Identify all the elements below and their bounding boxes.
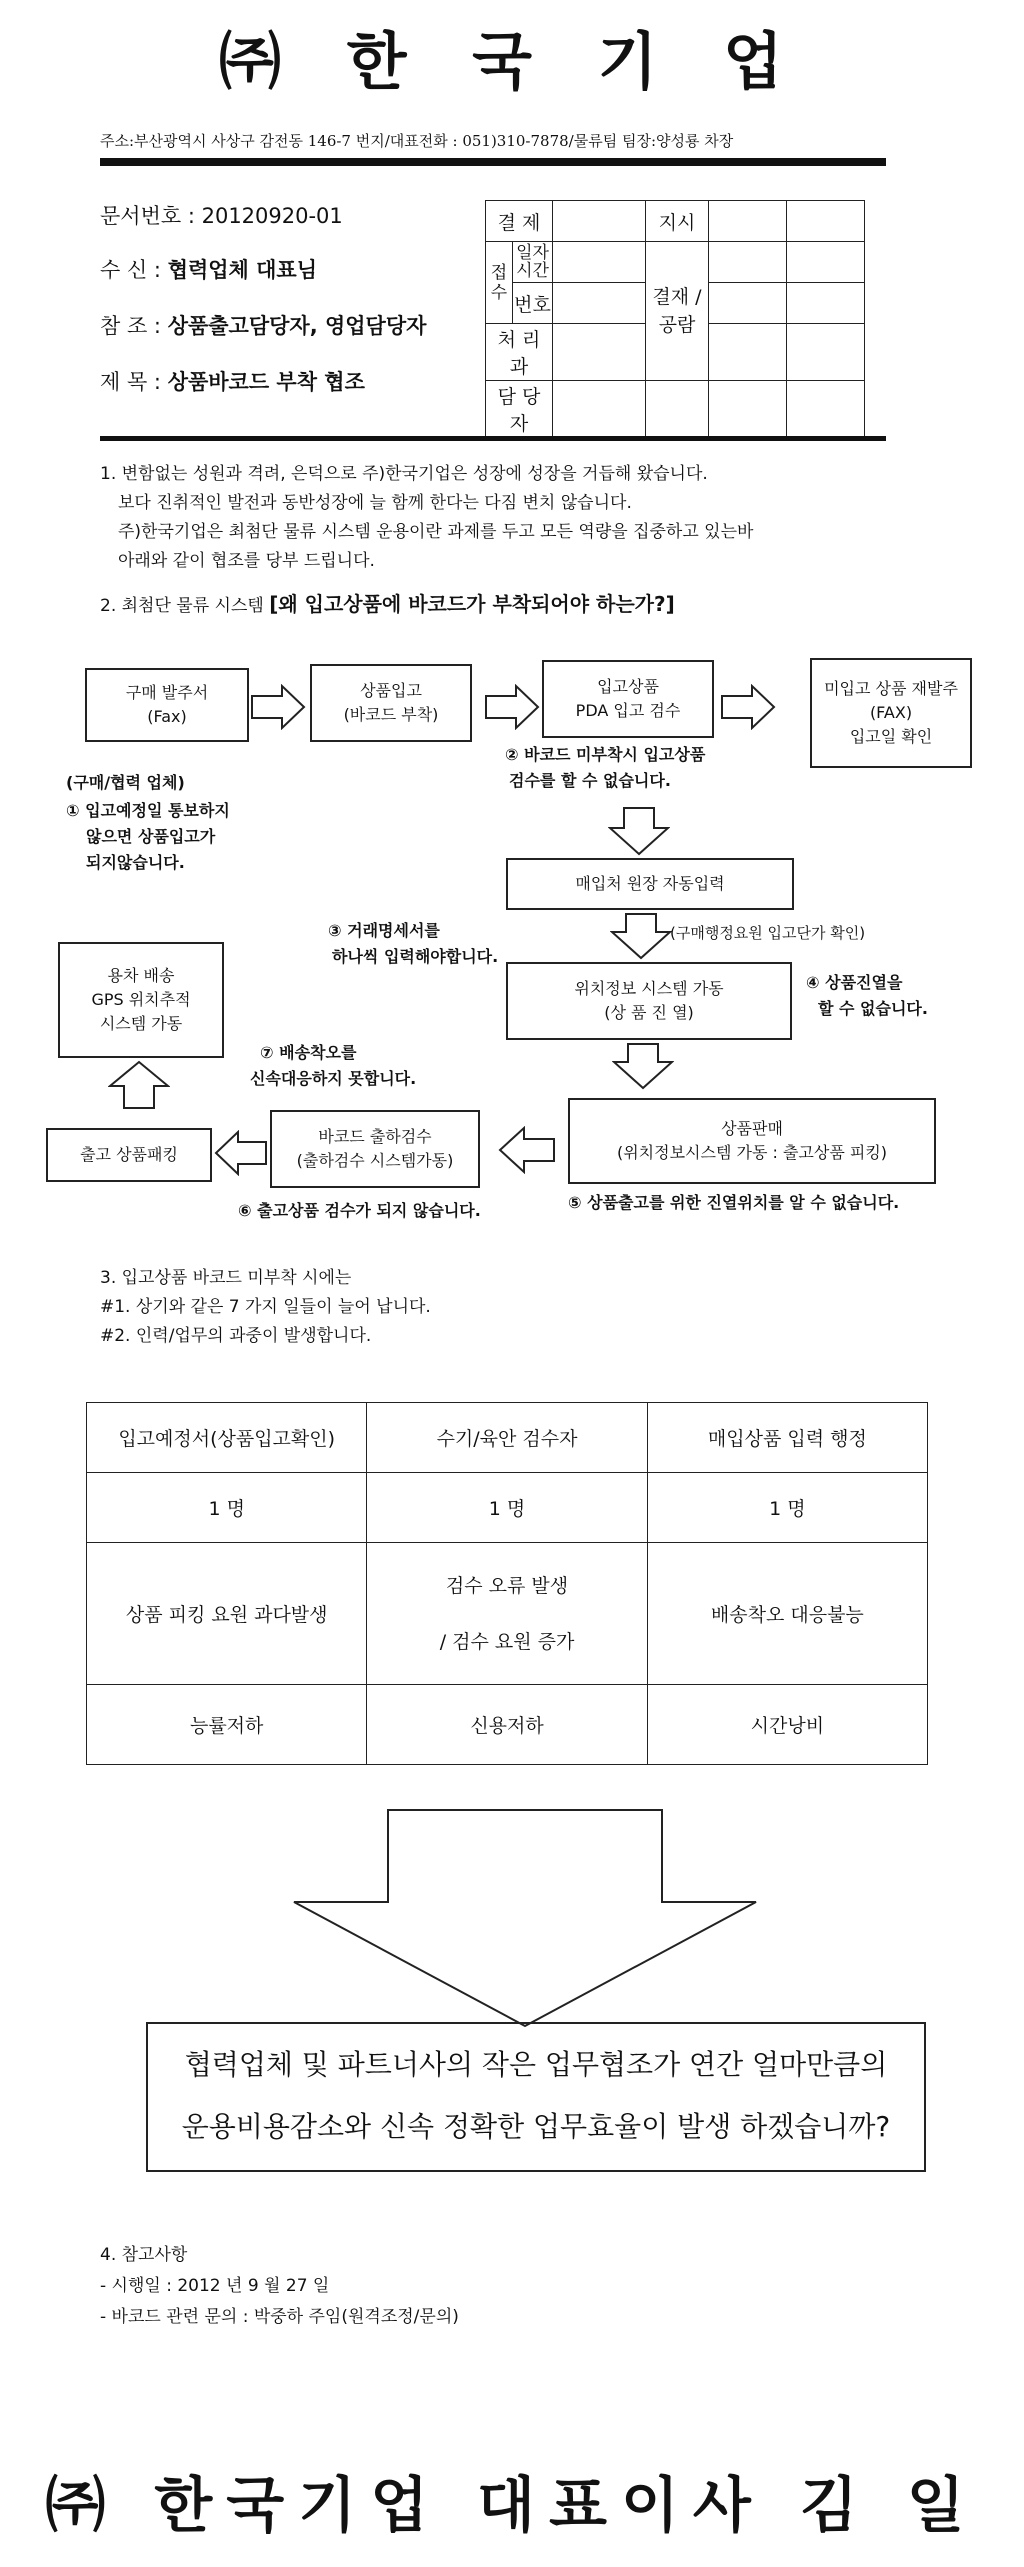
delivery-line2: GPS 위치추적 — [91, 990, 191, 1009]
note-3-line2: 하나씩 입력해야합니다. — [332, 947, 499, 966]
paragraph-1-line-3: 주)한국기업은 최첨단 물류 시스템 운용이란 과제를 두고 모든 역량을 집중하고 있는바 — [118, 522, 754, 542]
impact-issue-3: 배송착오 대응불능 — [647, 1543, 927, 1685]
location-system-line1: 위치정보 시스템 가동 — [574, 979, 724, 998]
section-4-title: 4. 참고사항 — [100, 2245, 188, 2265]
subject — [100, 366, 365, 396]
approval-damdangja: 담 당 자 — [486, 381, 553, 438]
section-3-line3: #2. 인력/업무의 과중이 발생합니다. — [100, 1326, 372, 1346]
impact-issue-2-line2: / 검수 요원 증가 — [439, 1630, 575, 1653]
impact-count-2: 1 명 — [367, 1473, 647, 1543]
impact-result-2: 신용저하 — [367, 1685, 647, 1765]
meta-divider — [100, 436, 886, 441]
big-down-arrow — [290, 1808, 760, 2030]
packing-box — [46, 1128, 212, 1182]
impact-header-3: 매입상품 입력 행정 — [647, 1403, 927, 1473]
note-4-line2: 할 수 없습니다. — [818, 999, 928, 1018]
shipping-check-line2: (출하검수 시스템가동) — [296, 1151, 454, 1170]
section-2-prefix: 2. 최첨단 물류 시스템 — [100, 596, 264, 616]
subject-label: 제 목 : — [100, 370, 161, 394]
section-4 — [100, 2240, 459, 2333]
delivery-line3: 시스템 가동 — [99, 1014, 183, 1033]
arrow-up — [108, 1060, 170, 1110]
arrow-down-1 — [608, 806, 670, 856]
arrow-left-2 — [214, 1130, 268, 1176]
approval-gongram: 결재 / 공람 — [646, 242, 709, 381]
impact-issue-2-line1: 검수 오류 발생 — [445, 1574, 569, 1597]
pda-inspection-line1: 입고상품 — [597, 677, 659, 696]
note-7-line1: ⑦ 배송착오를 — [260, 1043, 357, 1062]
note-5: ⑤ 상품출고를 위한 진열위치를 알 수 없습니다. — [568, 1193, 900, 1212]
impact-count-1: 1 명 — [87, 1473, 367, 1543]
pda-inspection-box — [542, 660, 714, 738]
shipping-check-box — [270, 1110, 480, 1188]
impact-issue-1: 상품 피킹 요원 과다발생 — [87, 1543, 367, 1685]
section-2-question: [왜 입고상품에 바코드가 부착되어야 하는가?] — [269, 592, 675, 616]
paragraph-1-line-1: 1. 변함없는 성원과 격려, 은덕으로 주)한국기업은 성장에 성장을 거듭해 왔습니다. — [100, 464, 708, 484]
goods-receipt-box — [310, 664, 472, 742]
pda-inspection-line2: PDA 입고 검수 — [575, 701, 681, 720]
note-7-line2: 신속대응하지 못합니다. — [250, 1069, 417, 1088]
note-1-line2: 않으면 상품입고가 — [86, 827, 216, 846]
section-3-line2: #1. 상기와 같은 7 가지 일들이 늘어 납니다. — [100, 1297, 431, 1317]
arrow-down-2 — [610, 912, 672, 960]
impact-count-3: 1 명 — [647, 1473, 927, 1543]
note-6: ⑥ 출고상품 검수가 되지 않습니다. — [238, 1201, 481, 1220]
section-3-line1: 3. 입고상품 바코드 미부착 시에는 — [100, 1268, 352, 1288]
note-7 — [250, 1040, 416, 1092]
subject-value: 상품바코드 부착 협조 — [167, 370, 365, 394]
sales-line1: 상품판매 — [721, 1119, 783, 1138]
impact-header-1: 입고예정서(상품입고확인) — [87, 1403, 367, 1473]
company-title: ㈜ 한 국 기 업 — [219, 25, 805, 98]
approval-ilja: 일자 시간 — [513, 242, 553, 283]
ledger-box — [506, 858, 794, 910]
reference-value: 상품출고담당자, 영업담당자 — [167, 314, 427, 338]
paragraph-1-line-2: 보다 진취적인 발전과 동반성장에 늘 함께 한다는 다짐 변치 않습니다. — [118, 493, 632, 513]
delivery-box — [58, 942, 224, 1058]
note-4-line1: ④ 상품진열을 — [806, 973, 903, 992]
note-1-line3: 되지않습니다. — [86, 853, 185, 872]
purchase-order-line2: (Fax) — [147, 707, 187, 726]
conclusion-box — [146, 2022, 926, 2172]
arrow-right-2 — [484, 684, 540, 730]
approval-table — [485, 200, 865, 438]
ledger-text: 매입처 원장 자동입력 — [575, 874, 725, 893]
impact-issue-2 — [367, 1543, 647, 1685]
sales-box — [568, 1098, 936, 1184]
delivery-line1: 용차 배송 — [107, 966, 175, 985]
paragraph-1 — [100, 460, 753, 576]
reorder-box — [810, 658, 972, 768]
purchase-order-box — [85, 668, 249, 742]
arrow-left-1 — [498, 1126, 556, 1174]
note-2-line1: ② 바코드 미부착시 입고상품 — [505, 745, 706, 764]
doc-number — [100, 200, 343, 230]
partner-label: (구매/협력 업체) — [66, 773, 185, 792]
note-4 — [806, 970, 928, 1022]
paragraph-1-line-4: 아래와 같이 협조를 당부 드립니다. — [118, 551, 375, 571]
recipient-value: 협력업체 대표님 — [167, 258, 317, 282]
reorder-line3: 입고일 확인 — [849, 727, 933, 746]
approval-jeopsu: 접 수 — [486, 242, 513, 324]
note-3 — [328, 918, 498, 970]
shipping-check-line1: 바코드 출하검수 — [318, 1127, 432, 1146]
note-2 — [505, 742, 705, 794]
conclusion-line2: 운용비용감소와 신속 정확한 업무효율이 발생 하겠습니까? — [181, 2110, 891, 2143]
impact-table — [86, 1402, 928, 1765]
signature: ㈜ 한국기업 대표이사 김 일 — [45, 2471, 979, 2541]
arrow-right-1 — [250, 684, 306, 730]
note-1-line1: ① 입고예정일 통보하지 — [66, 801, 230, 820]
doc-number-label: 문서번호 : — [100, 204, 195, 228]
note-1 — [66, 798, 230, 876]
impact-header-2: 수기/육안 검수자 — [367, 1403, 647, 1473]
arrow-right-3 — [720, 684, 776, 730]
goods-receipt-line2: (바코드 부착) — [343, 705, 439, 724]
conclusion-line1: 협력업체 및 파트너사의 작은 업무협조가 연간 얼마만큼의 — [184, 2048, 888, 2081]
note-2-line2: 검수를 할 수 없습니다. — [509, 771, 671, 790]
reorder-line2: (FAX) — [869, 703, 913, 722]
ledger-note: (구매행정요원 입고단가 확인) — [670, 924, 866, 942]
purchase-order-line1: 구매 발주서 — [125, 683, 209, 702]
arrow-down-3 — [612, 1042, 674, 1090]
company-address: 주소:부산광역시 사상구 감전동 146-7 번지/대표전화 : 051)310-7878/물류팀 팀장:양성룡 차장 — [100, 132, 734, 150]
section-4-item2: - 바코드 관련 문의 : 박중하 주임(원격조정/문의) — [100, 2307, 459, 2327]
recipient-label: 수 신 : — [100, 258, 161, 282]
doc-number-value: 20120920-01 — [201, 204, 343, 228]
recipient — [100, 254, 317, 284]
impact-result-3: 시간낭비 — [647, 1685, 927, 1765]
packing-text: 출고 상품패킹 — [80, 1145, 178, 1164]
impact-result-1: 능률저하 — [87, 1685, 367, 1765]
reference-label: 참 조 : — [100, 314, 161, 338]
note-3-line1: ③ 거래명세서를 — [328, 921, 440, 940]
approval-gyeoljae: 결 제 — [486, 201, 553, 242]
approval-cheorigwa: 처 리 과 — [486, 324, 553, 381]
reorder-line1: 미입고 상품 재발주 — [824, 679, 958, 698]
section-4-item1: - 시행일 : 2012 년 9 월 27 일 — [100, 2276, 330, 2296]
reference — [100, 310, 426, 340]
approval-jisi: 지시 — [646, 201, 709, 242]
sales-line2: (위치정보시스템 가동 : 출고상품 피킹) — [616, 1143, 888, 1162]
location-system-line2: (상 품 진 열) — [604, 1003, 694, 1022]
section-3 — [100, 1264, 431, 1351]
approval-beonho: 번호 — [513, 283, 553, 324]
goods-receipt-line1: 상품입고 — [360, 681, 422, 700]
section-2-heading — [100, 590, 675, 621]
location-system-box — [506, 962, 792, 1040]
header-divider — [100, 158, 886, 166]
